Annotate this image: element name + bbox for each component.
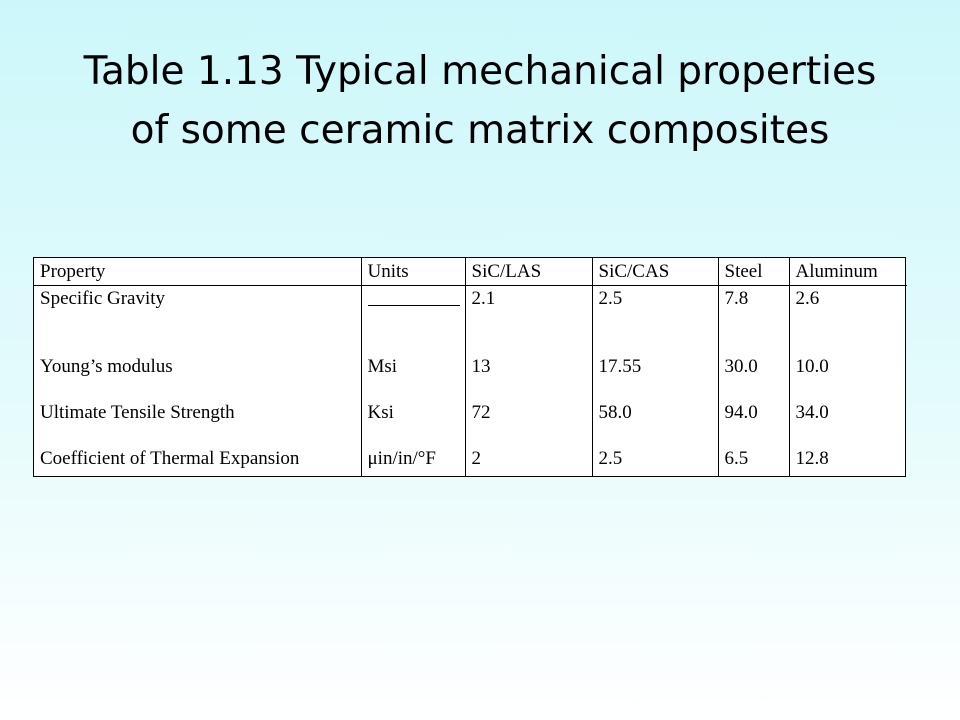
cell-aluminum: 34.0 [789, 384, 907, 430]
cell-aluminum: 10.0 [789, 339, 907, 385]
header-aluminum: Aluminum [789, 258, 907, 286]
cell-sic-cas: 17.55 [592, 339, 718, 385]
cell-aluminum: 2.6 [789, 286, 907, 339]
properties-table [34, 258, 907, 476]
header-sic-cas: SiC/CAS [592, 258, 718, 286]
slide-title: Table 1.13 Typical mechanical properties of some ceramic matrix composites [83, 49, 877, 153]
cell-property: Specific Gravity [40, 288, 166, 309]
cell-steel: 94.0 [718, 384, 789, 430]
table-row [34, 384, 907, 430]
cell-units: μin/in/°F [361, 430, 465, 476]
cell-steel: 7.8 [718, 286, 789, 339]
cell-units: Ksi [361, 384, 465, 430]
cell-sic-las: 13 [465, 339, 592, 385]
cell-property: Young’s modulus [40, 356, 173, 378]
cell-aluminum: 12.8 [789, 430, 907, 476]
cell-sic-cas: 2.5 [592, 430, 718, 476]
cell-property: Coefficient of Thermal Expansion [40, 448, 300, 469]
header-property: Property [34, 258, 361, 286]
table-row [34, 339, 907, 385]
cell-sic-las: 72 [465, 384, 592, 430]
header-steel: Steel [718, 258, 789, 286]
cell-sic-las: 2.1 [465, 286, 592, 339]
cell-steel: 6.5 [718, 430, 789, 476]
cell-sic-las: 2 [465, 430, 592, 476]
header-units: Units [361, 258, 465, 286]
cell-sic-cas: 2.5 [592, 286, 718, 339]
units-blank-line [368, 304, 460, 306]
cell-steel: 30.0 [718, 339, 789, 385]
table-row [34, 430, 907, 476]
cell-units [361, 286, 465, 339]
properties-table-container [33, 257, 906, 477]
cell-units: Msi [361, 339, 465, 385]
table-header-row [34, 258, 907, 286]
header-sic-las: SiC/LAS [465, 258, 592, 286]
cell-sic-cas: 58.0 [592, 384, 718, 430]
table-row [34, 286, 907, 339]
cell-property: Ultimate Tensile Strength [40, 402, 235, 424]
